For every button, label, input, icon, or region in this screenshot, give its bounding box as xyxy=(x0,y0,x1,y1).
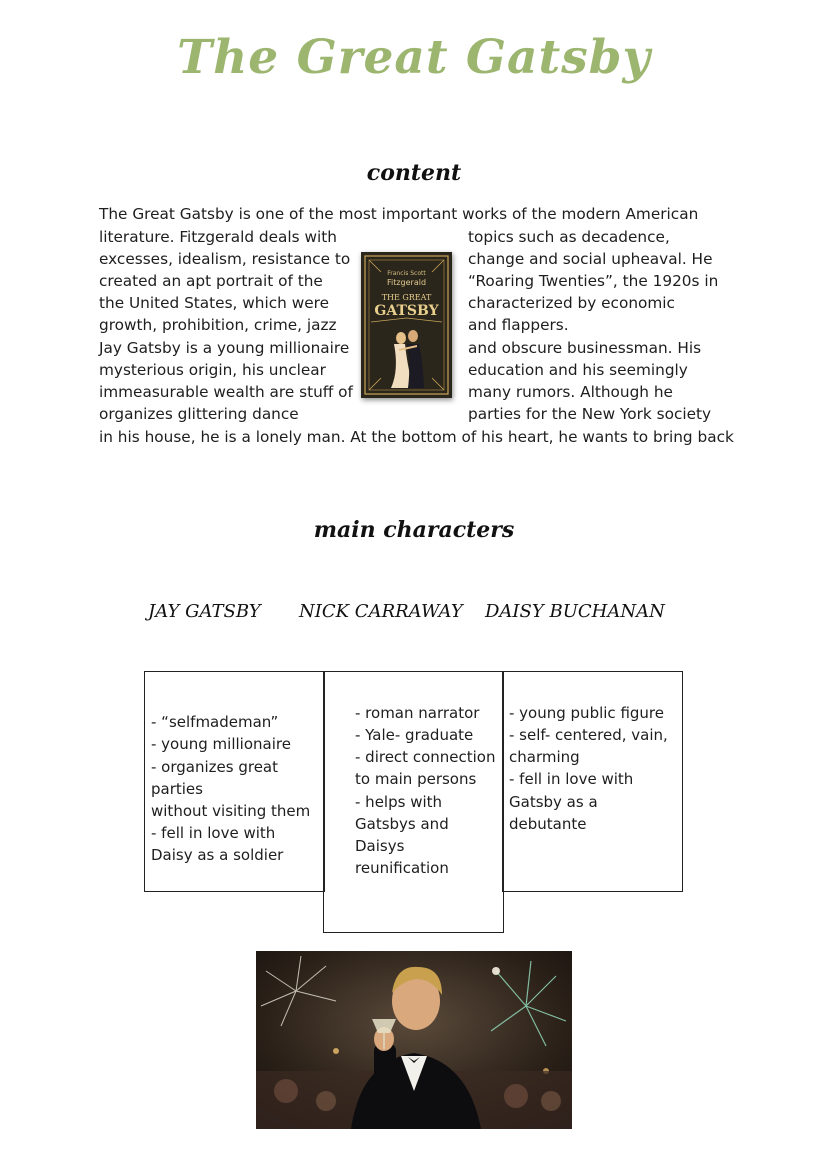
trait-line: reunification xyxy=(355,859,449,877)
intro-left-line: created an apt portrait of the xyxy=(99,272,323,290)
character-box-daisy-buchanan xyxy=(502,671,683,892)
intro-line-top: The Great Gatsby is one of the most important works of the modern American xyxy=(99,205,699,223)
trait-line: - fell in love with xyxy=(509,770,634,788)
trait-line: - young public figure xyxy=(509,704,664,722)
trait-line: - helps with xyxy=(355,793,443,811)
intro-left-line: Jay Gatsby is a young millionaire xyxy=(99,339,350,357)
trait-line: parties xyxy=(151,780,203,798)
character-name-jay-gatsby: JAY GATSBY xyxy=(148,601,261,622)
trait-line: debutante xyxy=(509,815,587,833)
book-author-line1: Francis Scott xyxy=(387,270,426,277)
intro-left-line: literature. Fitzgerald deals with xyxy=(99,228,337,246)
trait-line: Gatsby as a xyxy=(509,793,598,811)
character-box-jay-gatsby xyxy=(144,671,325,892)
intro-right-line: “Roaring Twenties”, the 1920s in xyxy=(468,272,719,290)
trait-line: Daisys xyxy=(355,837,405,855)
trait-line: - “selfmademan” xyxy=(151,713,279,731)
content-heading: content xyxy=(366,160,462,186)
intro-left-line: the United States, which were xyxy=(99,294,329,312)
gatsby-toast-photo xyxy=(256,951,572,1129)
intro-right-line: change and social upheaval. He xyxy=(468,250,713,268)
page-title: The Great Gatsby xyxy=(177,30,651,85)
trait-line: Daisy as a soldier xyxy=(151,846,284,864)
book-cover-image xyxy=(361,252,452,398)
trait-line: Gatsbys and xyxy=(355,815,449,833)
intro-right-line: and flappers. xyxy=(468,316,569,334)
intro-right-line: and obscure businessman. His xyxy=(468,339,702,357)
intro-line-bottom: in his house, he is a lonely man. At the bottom of his heart, he wants to bring back xyxy=(99,428,734,446)
trait-line: - young millionaire xyxy=(151,735,291,753)
book-title-line1: THE GREAT xyxy=(381,293,432,302)
trait-line: - fell in love with xyxy=(151,824,276,842)
character-name-daisy-buchanan: DAISY BUCHANAN xyxy=(485,601,665,622)
trait-line: - organizes great xyxy=(151,758,278,776)
trait-line: - direct connection xyxy=(355,748,496,766)
intro-left-line: immeasurable wealth are stuff of xyxy=(99,383,353,401)
intro-right-line: characterized by economic xyxy=(468,294,675,312)
intro-left-line: growth, prohibition, crime, jazz xyxy=(99,316,337,334)
trait-line: without visiting them xyxy=(151,802,311,820)
book-title-line2: GATSBY xyxy=(374,303,439,319)
intro-left-line: organizes glittering dance xyxy=(99,405,299,423)
intro-left-line: excesses, idealism, resistance to xyxy=(99,250,351,268)
character-box-nick-carraway xyxy=(323,671,504,933)
trait-line: - Yale- graduate xyxy=(355,726,474,744)
intro-right-line: parties for the New York society xyxy=(468,405,712,423)
book-author-line2: Fitzgerald xyxy=(386,278,427,287)
intro-left-line: mysterious origin, his unclear xyxy=(99,361,326,379)
trait-line: charming xyxy=(509,748,580,766)
main-characters-heading: main characters xyxy=(313,517,515,543)
trait-line: - roman narrator xyxy=(355,704,480,722)
intro-right-line: many rumors. Although he xyxy=(468,383,673,401)
character-name-nick-carraway: NICK CARRAWAY xyxy=(299,601,463,622)
intro-right-line: education and his seemingly xyxy=(468,361,688,379)
trait-line: to main persons xyxy=(355,770,477,788)
intro-right-line: topics such as decadence, xyxy=(468,228,670,246)
trait-line: - self- centered, vain, xyxy=(509,726,668,744)
